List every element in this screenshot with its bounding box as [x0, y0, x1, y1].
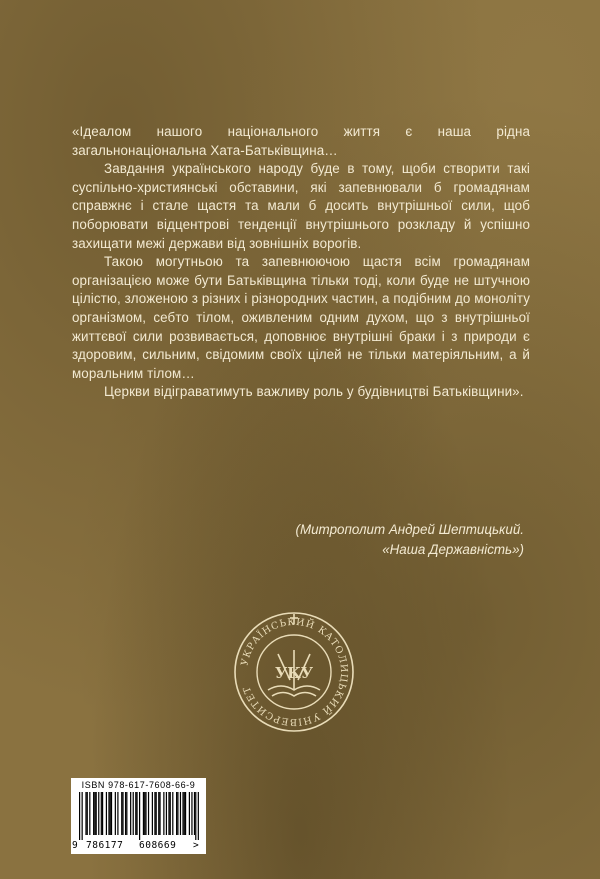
barcode-bar [158, 792, 159, 835]
isbn-label: ISBN 978-617-7608-66-9 [81, 780, 196, 790]
quote-block [72, 123, 530, 402]
attribution-author: (Митрополит Андрей Шептицький. [295, 522, 524, 537]
barcode-bar [191, 792, 192, 835]
barcode-bar [125, 792, 126, 835]
barcode-bar [96, 792, 97, 835]
attribution-source: «Наша Державність») [382, 542, 524, 557]
barcode-bar [126, 792, 127, 835]
barcode-bar [176, 792, 177, 835]
barcode-bar [148, 792, 149, 835]
barcode-bar [110, 792, 111, 835]
barcode [71, 778, 206, 854]
barcode-bar [108, 792, 109, 835]
barcode-bar [139, 792, 140, 840]
barcode-bar [98, 792, 99, 835]
barcode-bar [198, 792, 199, 840]
barcode-bar [185, 792, 186, 835]
barcode-first-digit: 9 [72, 840, 79, 851]
barcode-bar [166, 792, 167, 835]
barcode-bar [106, 792, 107, 835]
barcode-bar [79, 792, 80, 840]
quote-paragraph-1: «Ідеалом нашого національного життя є наша рідна загальнонаціональна Хата-Батьківщина… [72, 124, 530, 158]
barcode-bar [87, 792, 88, 835]
barcode-bar [189, 792, 190, 835]
barcode-bar [159, 792, 160, 835]
barcode-bar [168, 792, 169, 835]
barcode-bar [170, 792, 171, 835]
barcode-bar [85, 792, 86, 835]
barcode-bar [152, 792, 153, 835]
barcode-right-group: 608669 [139, 840, 177, 851]
barcode-bar [133, 792, 134, 835]
barcode-bar [143, 792, 144, 835]
barcode-bar [111, 792, 112, 835]
barcode-bar [156, 792, 157, 835]
barcode-bar [115, 792, 116, 835]
barcode-bar [182, 792, 183, 835]
barcode-bar [94, 792, 95, 835]
barcode-bar [89, 792, 90, 835]
barcode-bar [163, 792, 164, 835]
barcode-bar [136, 792, 137, 835]
barcode-bar [130, 792, 131, 835]
barcode-bar [93, 792, 94, 835]
logo-ring-text: УКРАЇНСЬКИЙ КАТОЛИЦЬКИЙ УНІВЕРСИТЕТ [239, 616, 350, 728]
barcode-bar [117, 792, 118, 835]
barcode-bar [194, 792, 195, 835]
barcode-bar [82, 792, 83, 840]
barcode-bar [102, 792, 103, 835]
barcode-bar [144, 792, 145, 835]
barcode-addon: > [193, 840, 200, 851]
barcode-bar [122, 792, 123, 835]
barcode-bar [101, 792, 102, 835]
barcode-bar [121, 792, 122, 835]
barcode-bar [180, 792, 181, 835]
barcode-bar [195, 792, 196, 840]
attribution [194, 520, 524, 560]
barcode-left-group: 786177 [86, 840, 124, 851]
barcode-bar [154, 792, 155, 835]
barcode-bar [135, 792, 136, 835]
ucu-logo [232, 610, 356, 734]
barcode-bar [172, 792, 173, 835]
quote-paragraph-4: Церкви відіграватимуть важливу роль у будівництві Батьківщини». [104, 384, 524, 400]
barcode-bar [145, 792, 146, 835]
quote-paragraph-2: Завдання українського народу буде в тому, щоби створити такі суспільно-християнські обставини, які запевнювали б громадянам справжнє і стале щастя та мали б досить внутрішньої сили, щоб поборювати відцентрові тенденції внутрішнього розкладу й успішно захищати межі держави від зовнішніх ворогів. [72, 161, 530, 251]
quote-paragraph-3: Такою могутньою та запевнюючою щастя всім громадянам організацією може бути Батьківщина тільки тоді, коли буде не штучною цілістю, зложеною з різних і різнородних частин, а подібним до моноліту організмом, себто тілом, оживленим одним духом, що з внутрішньої життєвої сили розвивається, доповнює внутрішні браки і з природи є здоровим, сильним, свідомим своїх цілей не тільки матеріяльним, а й моральним тілом… [72, 254, 530, 381]
barcode-bar [184, 792, 185, 835]
barcode-bars [79, 792, 199, 840]
barcode-bar [177, 792, 178, 835]
logo-monogram: УКУ [275, 664, 313, 682]
